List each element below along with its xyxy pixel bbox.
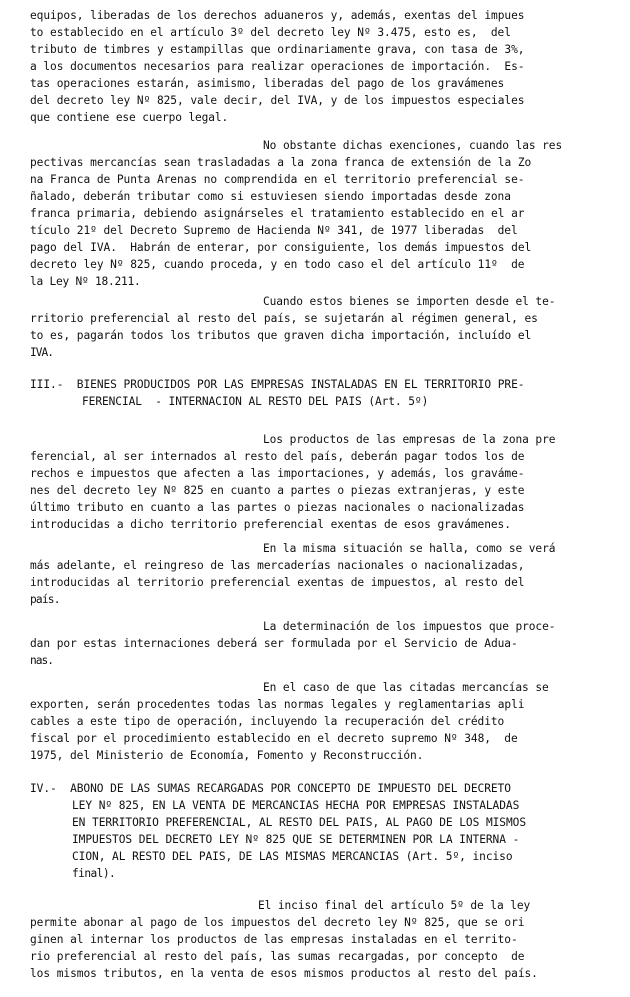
text-line: exporten, serán procedentes todas las normas legales y reglamentarias apli bbox=[30, 698, 525, 711]
text-line: tributo de timbres y estampillas que ordinariamente grava, con tasa de 3%, bbox=[30, 43, 525, 56]
text-line: a los documentos necesarios para realizar operaciones de importación. Es- bbox=[30, 60, 525, 73]
text-line: decreto ley Nº 825, cuando proceda, y en todo caso el del artículo 11º de bbox=[30, 258, 525, 271]
text-line: rechos e impuestos que afecten a las importaciones, y además, los graváme- bbox=[30, 467, 525, 480]
text-line: IMPUESTOS DEL DECRETO LEY Nº 825 QUE SE DETERMINEN POR LA INTERNA - bbox=[72, 833, 520, 846]
text-line: nas. bbox=[30, 654, 53, 667]
text-line: 1975, del Ministerio de Economía, Fomento y Reconstrucción. bbox=[30, 749, 424, 762]
text-line: equipos, liberadas de los derechos aduaneros y, además, exentas del impues bbox=[30, 9, 525, 22]
text-line: país. bbox=[30, 593, 60, 606]
text-line: EN TERRITORIO PREFERENCIAL, AL RESTO DEL PAIS, AL PAGO DE LOS MISMOS bbox=[72, 816, 526, 829]
text-line: FERENCIAL - INTERNACION AL RESTO DEL PAIS (Art. 5º) bbox=[82, 395, 429, 408]
text-line: III.- BIENES PRODUCIDOS POR LAS EMPRESAS INSTALADAS EN EL TERRITORIO PRE- bbox=[30, 378, 525, 391]
text-line: tas operaciones estarán, asimismo, liberadas del pago de los gravámenes bbox=[30, 77, 505, 90]
text-line: El inciso final del artículo 5º de la ley bbox=[258, 899, 531, 912]
text-line: pectivas mercancías sean trasladadas a la zona franca de extensión de la Zo bbox=[30, 156, 532, 169]
text-line: que contiene ese cuerpo legal. bbox=[30, 111, 229, 124]
text-line: CION, AL RESTO DEL PAIS, DE LAS MISMAS MERCANCIAS (Art. 5º, inciso bbox=[72, 850, 513, 863]
text-line: Los productos de las empresas de la zona pre bbox=[263, 433, 556, 446]
text-line: na Franca de Punta Arenas no comprendida en el territorio preferencial se- bbox=[30, 173, 525, 186]
text-line: final). bbox=[72, 867, 116, 880]
text-line: No obstante dichas exenciones, cuando las res bbox=[263, 139, 563, 152]
text-line: pago del IVA. Habrán de enterar, por consiguiente, los demás impuestos del bbox=[30, 241, 532, 254]
text-line: IV.- ABONO DE LAS SUMAS RECARGADAS POR CONCEPTO DE IMPUESTO DEL DECRETO bbox=[30, 782, 511, 795]
text-line: permite abonar al pago de los impuestos del decreto ley Nº 825, que se ori bbox=[30, 916, 525, 929]
text-line: tículo 21º del Decreto Supremo de Hacienda Nº 341, de 1977 liberadas del bbox=[30, 224, 518, 237]
text-line: del decreto ley Nº 825, vale decir, del IVA, y de los impuestos especiales bbox=[30, 94, 525, 107]
text-line: más adelante, el reingreso de las mercaderías nacionales o nacionalizadas, bbox=[30, 559, 525, 572]
text-line: franca primaria, debiendo asignárseles el tratamiento establecido en el ar bbox=[30, 207, 525, 220]
text-line: la Ley Nº 18.211. bbox=[30, 275, 141, 288]
text-line: introducidas al territorio preferencial exentas de impuestos, al resto del bbox=[30, 576, 525, 589]
text-line: LEY Nº 825, EN LA VENTA DE MERCANCIAS HECHA POR EMPRESAS INSTALADAS bbox=[72, 799, 520, 812]
text-line: dan por estas internaciones deberá ser formulada por el Servicio de Adua- bbox=[30, 637, 518, 650]
text-line: La determinación de los impuestos que proce- bbox=[263, 620, 556, 633]
text-line: En la misma situación se halla, como se verá bbox=[263, 542, 556, 555]
text-line: rritorio preferencial al resto del país, se sujetarán al régimen general, es bbox=[30, 312, 538, 325]
text-line: los mismos tributos, en la venta de esos mismos productos al resto del país. bbox=[30, 967, 538, 980]
text-line: último tributo en cuanto a las partes o piezas nacionales o nacionalizadas bbox=[30, 501, 525, 514]
text-line: to establecido en el artículo 3º del decreto ley Nº 3.475, esto es, del bbox=[30, 26, 511, 39]
text-line: nes del decreto ley Nº 825 en cuanto a partes o piezas extranjeras, y este bbox=[30, 484, 525, 497]
text-line: fiscal por el procedimiento establecido en el decreto supremo Nº 348, de bbox=[30, 732, 518, 745]
text-line: ferencial, al ser internados al resto del país, deberán pagar todos los de bbox=[30, 450, 525, 463]
text-line: cables a este tipo de operación, incluyendo la recuperación del crédito bbox=[30, 715, 505, 728]
text-line: Cuando estos bienes se importen desde el te- bbox=[263, 295, 556, 308]
text-line: introducidas a dicho territorio preferencial exentas de esos gravámenes. bbox=[30, 518, 511, 531]
text-line: rio preferencial al resto del país, las sumas recargadas, por concepto de bbox=[30, 950, 525, 963]
text-line: En el caso de que las citadas mercancías se bbox=[263, 681, 549, 694]
text-line: to es, pagarán todos los tributos que graven dicha importación, incluído el bbox=[30, 329, 532, 342]
text-line: ginen al internar los productos de las empresas instaladas en el territo- bbox=[30, 933, 518, 946]
text-line: ñalado, deberán tributar como si estuviesen siendo importadas desde zona bbox=[30, 190, 511, 203]
text-line: IVA. bbox=[30, 346, 53, 359]
